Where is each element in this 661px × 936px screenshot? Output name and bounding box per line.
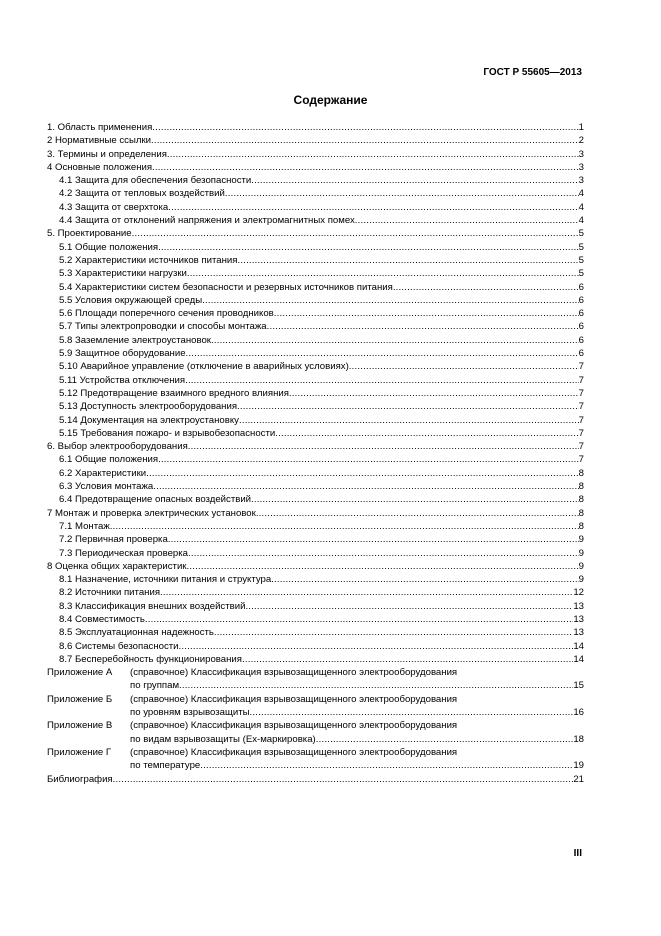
toc-entry-title: 6.2 Характеристики (59, 467, 147, 479)
toc-entry[interactable] (47, 467, 584, 480)
dot-leader (251, 493, 579, 506)
toc-entry-title: 5.5 Условия окружающей среды (59, 294, 203, 306)
dot-leader (211, 334, 579, 347)
toc-entry-title: 5.14 Документация на электроустановку (59, 414, 239, 426)
dot-leader (110, 520, 579, 533)
dot-leader (132, 227, 579, 240)
dot-leader (153, 480, 578, 493)
dot-leader (275, 427, 578, 440)
toc-entry-page: 8 (578, 520, 584, 532)
dot-leader (251, 174, 578, 187)
appendix-label: Приложение А (47, 667, 113, 679)
toc-entry-title: 8.6 Системы безопасности (59, 640, 179, 652)
toc-entry-page: 7 (578, 454, 584, 466)
toc-entry-page: 5 (578, 268, 584, 280)
dot-leader (146, 467, 579, 480)
toc-entry-page: 5 (578, 241, 584, 253)
toc-entry-title: по уровням взрывозащиты (130, 707, 250, 719)
toc-entry[interactable] (47, 626, 584, 639)
toc-entry[interactable] (47, 347, 584, 360)
dot-leader (256, 507, 579, 520)
toc-entry[interactable] (47, 148, 584, 161)
dot-leader (393, 281, 579, 294)
dot-leader (158, 241, 579, 254)
dot-leader (316, 733, 574, 746)
toc-entry[interactable] (47, 267, 584, 280)
toc-entry-title: 6.4 Предотвращение опасных воздействий (59, 494, 252, 506)
toc-entry-page: 4 (578, 188, 584, 200)
toc-entry-title: 5.12 Предотвращение взаимного вредного влияния (59, 387, 289, 399)
toc-entry[interactable] (47, 161, 584, 174)
toc-entry-title: 4.4 Защита от отклонений напряжения и электромагнитных помех (59, 215, 355, 227)
appendix-entry[interactable] (47, 746, 584, 773)
appendix-title-continuation[interactable] (130, 759, 584, 772)
toc-entry-page: 3 (578, 175, 584, 187)
dot-leader (200, 759, 573, 772)
toc-entry-title: 2 Нормативные ссылки (47, 135, 152, 147)
toc-entry[interactable] (47, 520, 584, 533)
toc-entry-title: 3. Термины и определения (47, 148, 167, 160)
dot-leader (160, 586, 573, 599)
toc-entry-title: 8.7 Бесперебойность функционирования (59, 653, 242, 665)
toc-entry-page: 3 (578, 148, 584, 160)
toc-entry-title: 5.1 Общие положения (59, 241, 159, 253)
toc-entry-page: 7 (578, 401, 584, 413)
toc-entry[interactable] (47, 334, 584, 347)
toc-entry-page: 15 (573, 680, 584, 692)
appendix-title-continuation[interactable] (130, 733, 584, 746)
appendix-entry[interactable] (47, 666, 584, 693)
toc-entry-title: по температуре (130, 760, 201, 772)
toc-entry[interactable] (47, 533, 584, 546)
toc-entry-page: 9 (578, 560, 584, 572)
appendix-label: Приложение Г (47, 746, 112, 758)
toc-entry-title: 7 Монтаж и проверка электрических установок (47, 507, 256, 519)
toc-entry-title: 5.9 Защитное оборудование (59, 348, 186, 360)
toc-entry-page: 1 (578, 122, 584, 133)
dot-leader (179, 640, 574, 653)
dot-leader (271, 573, 578, 586)
toc-entry-page: 6 (578, 348, 584, 360)
toc-entry-page: 7 (578, 387, 584, 399)
toc-entry[interactable] (47, 493, 584, 506)
dot-leader (187, 560, 579, 573)
toc-entry[interactable] (47, 187, 584, 200)
dot-leader (188, 440, 579, 453)
appendix-title: (справочное) Классификация взрывозащищенного электрооборудования (130, 693, 458, 705)
toc-entry-page: 7 (578, 414, 584, 426)
toc-entry[interactable] (47, 307, 584, 320)
toc-entry[interactable] (47, 121, 584, 134)
toc-entry-page: 7 (578, 374, 584, 386)
appendix-label: Приложение В (47, 720, 113, 732)
toc-entry-page: 3 (578, 161, 584, 173)
dot-leader (214, 626, 573, 639)
toc-entry-title: 7.3 Периодическая проверка (59, 547, 189, 559)
toc-entry-page: 8 (578, 507, 584, 519)
toc-entry-title: 8.2 Источники питания (59, 587, 161, 599)
toc-entry-page: 6 (578, 334, 584, 346)
dot-leader (145, 613, 573, 626)
dot-leader (168, 533, 579, 546)
toc-entry[interactable] (47, 640, 584, 653)
toc-entry-title: 5.11 Устройства отключения (59, 374, 186, 386)
toc-entry-title: 4.1 Защита для обеспечения безопасности (59, 175, 252, 187)
dot-leader (188, 547, 579, 560)
dot-leader (113, 773, 574, 786)
toc-entry-page: 16 (573, 707, 584, 719)
toc-entry-title: 5.10 Аварийное управление (отключение в аварийных условиях) (59, 361, 349, 373)
toc-entry[interactable] (47, 400, 584, 413)
dot-leader (289, 387, 579, 400)
toc-entry-page: 13 (573, 613, 584, 625)
toc-entry[interactable] (47, 134, 584, 147)
toc-entry[interactable] (47, 414, 584, 427)
toc-entry-page: 2 (578, 135, 584, 147)
toc-entry-title: 5. Проектирование (47, 228, 132, 240)
toc-entry-page: 6 (578, 321, 584, 333)
toc-entry-title: 6.1 Общие положения (59, 454, 159, 466)
toc-entry[interactable] (47, 547, 584, 560)
table-of-contents (47, 121, 584, 786)
toc-entry[interactable] (47, 480, 584, 493)
toc-entry-title: Библиография (47, 773, 113, 785)
dot-leader (242, 653, 573, 666)
toc-entry[interactable] (47, 214, 584, 227)
toc-entry-page: 6 (578, 308, 584, 320)
appendix-title: (справочное) Классификация взрывозащищенного электрооборудования (130, 667, 458, 679)
dot-leader (187, 267, 579, 280)
page-number: III (573, 848, 582, 859)
toc-entry-page: 8 (578, 467, 584, 479)
toc-entry[interactable] (47, 201, 584, 214)
dot-leader (186, 347, 579, 360)
toc-entry-page: 21 (573, 773, 584, 785)
toc-entry-page: 4 (578, 215, 584, 227)
toc-entry[interactable] (47, 227, 584, 240)
toc-entry-title: 8.3 Классификация внешних воздействий (59, 600, 246, 612)
page-title: Содержание (293, 93, 368, 107)
dot-leader (237, 254, 578, 267)
toc-entry-title: 5.4 Характеристики систем безопасности и резервных источников питания (59, 281, 393, 293)
toc-entry-page: 5 (578, 228, 584, 240)
toc-entry-title: 4.3 Защита от сверхтока (59, 201, 169, 213)
dot-leader (179, 679, 573, 692)
toc-entry-title: 8.1 Назначение, источники питания и структура (59, 574, 272, 586)
dot-leader (225, 187, 579, 200)
toc-entry-title: 5.13 Доступность электрооборудования (59, 401, 238, 413)
toc-entry-title: 8.5 Эксплуатационная надежность (59, 627, 214, 639)
toc-entry-title: 5.2 Характеристики источников питания (59, 254, 238, 266)
toc-entry-page: 14 (573, 653, 584, 665)
toc-entry-title: 5.8 Заземление электроустановок (59, 334, 211, 346)
toc-entry[interactable] (47, 241, 584, 254)
toc-entry-title: 4 Основные положения (47, 161, 153, 173)
toc-entry-page: 8 (578, 481, 584, 493)
toc-entry[interactable] (47, 573, 584, 586)
toc-entry-page: 7 (578, 441, 584, 453)
toc-entry[interactable] (47, 427, 584, 440)
toc-entry[interactable] (47, 440, 584, 453)
toc-entry[interactable] (47, 773, 584, 786)
toc-entry[interactable] (47, 374, 584, 387)
toc-entry[interactable] (47, 281, 584, 294)
toc-entry[interactable] (47, 653, 584, 666)
dot-leader (202, 294, 579, 307)
toc-entry[interactable] (47, 294, 584, 307)
dot-leader (158, 453, 579, 466)
appendix-label: Приложение Б (47, 693, 113, 705)
appendix-title-continuation[interactable] (130, 679, 584, 692)
toc-entry-page: 9 (578, 574, 584, 586)
dot-leader (245, 600, 573, 613)
dot-leader (168, 201, 578, 214)
toc-entry-title: 6.3 Условия монтажа (59, 481, 154, 493)
toc-entry-page: 13 (573, 627, 584, 639)
dot-leader (151, 134, 579, 147)
appendix-title: (справочное) Классификация взрывозащищенного электрооборудования (130, 746, 458, 758)
dot-leader (349, 360, 579, 373)
appendix-title-continuation[interactable] (130, 706, 584, 719)
toc-entry[interactable] (47, 387, 584, 400)
toc-entry[interactable] (47, 613, 584, 626)
document-header: ГОСТ Р 55605—2013 (483, 67, 582, 78)
dot-leader (152, 121, 578, 134)
dot-leader (185, 374, 579, 387)
toc-entry[interactable] (47, 254, 584, 267)
toc-entry-title: 8 Оценка общих характеристик (47, 560, 187, 572)
toc-entry-page: 6 (578, 294, 584, 306)
dot-leader (152, 161, 579, 174)
toc-entry-title: 1. Область применения (47, 122, 153, 133)
toc-entry-page: 19 (573, 760, 584, 772)
toc-entry[interactable] (47, 507, 584, 520)
toc-entry-page: 13 (573, 600, 584, 612)
toc-entry[interactable] (47, 453, 584, 466)
toc-entry-page: 14 (573, 640, 584, 652)
toc-entry-page: 7 (578, 361, 584, 373)
dot-leader (167, 148, 579, 161)
toc-entry-title: 4.2 Защита от тепловых воздействий (59, 188, 225, 200)
toc-entry-title: по видам взрывозащиты (Ex-маркировка) (130, 733, 316, 745)
toc-entry-title: 8.4 Совместимость (59, 613, 145, 625)
toc-entry-title: 5.15 Требования пожаро- и взрывобезопасности (59, 427, 276, 439)
toc-entry[interactable] (47, 560, 584, 573)
appendix-title: (справочное) Классификация взрывозащищенного электрооборудования (130, 720, 458, 732)
dot-leader (239, 414, 579, 427)
dot-leader (355, 214, 579, 227)
toc-entry[interactable] (47, 360, 584, 373)
toc-entry[interactable] (47, 320, 584, 333)
toc-entry-page: 18 (573, 733, 584, 745)
toc-entry-title: 6. Выбор электрооборудования (47, 441, 188, 453)
toc-entry-title: 5.7 Типы электропроводки и способы монтажа (59, 321, 267, 333)
toc-entry-title: 7.2 Первичная проверка (59, 534, 168, 546)
dot-leader (237, 400, 579, 413)
toc-entry-page: 7 (578, 427, 584, 439)
toc-entry-page: 5 (578, 254, 584, 266)
toc-entry[interactable] (47, 174, 584, 187)
toc-entry[interactable] (47, 600, 584, 613)
dot-leader (267, 320, 579, 333)
dot-leader (250, 706, 574, 719)
toc-entry-page: 6 (578, 281, 584, 293)
toc-entry-title: 7.1 Монтаж (59, 520, 110, 532)
toc-entry-title: по группам (130, 680, 180, 692)
toc-entry-title: 5.3 Характеристики нагрузки (59, 268, 187, 280)
appendix-entry[interactable] (47, 693, 584, 720)
toc-entry-page: 12 (573, 587, 584, 599)
toc-entry-page: 9 (578, 534, 584, 546)
dot-leader (274, 307, 579, 320)
toc-entry-page: 4 (578, 201, 584, 213)
toc-entry[interactable] (47, 586, 584, 599)
toc-entry-title: 5.6 Площади поперечного сечения проводников (59, 308, 274, 320)
toc-entry-page: 9 (578, 547, 584, 559)
appendix-entry[interactable] (47, 719, 584, 746)
toc-entry-page: 8 (578, 494, 584, 506)
